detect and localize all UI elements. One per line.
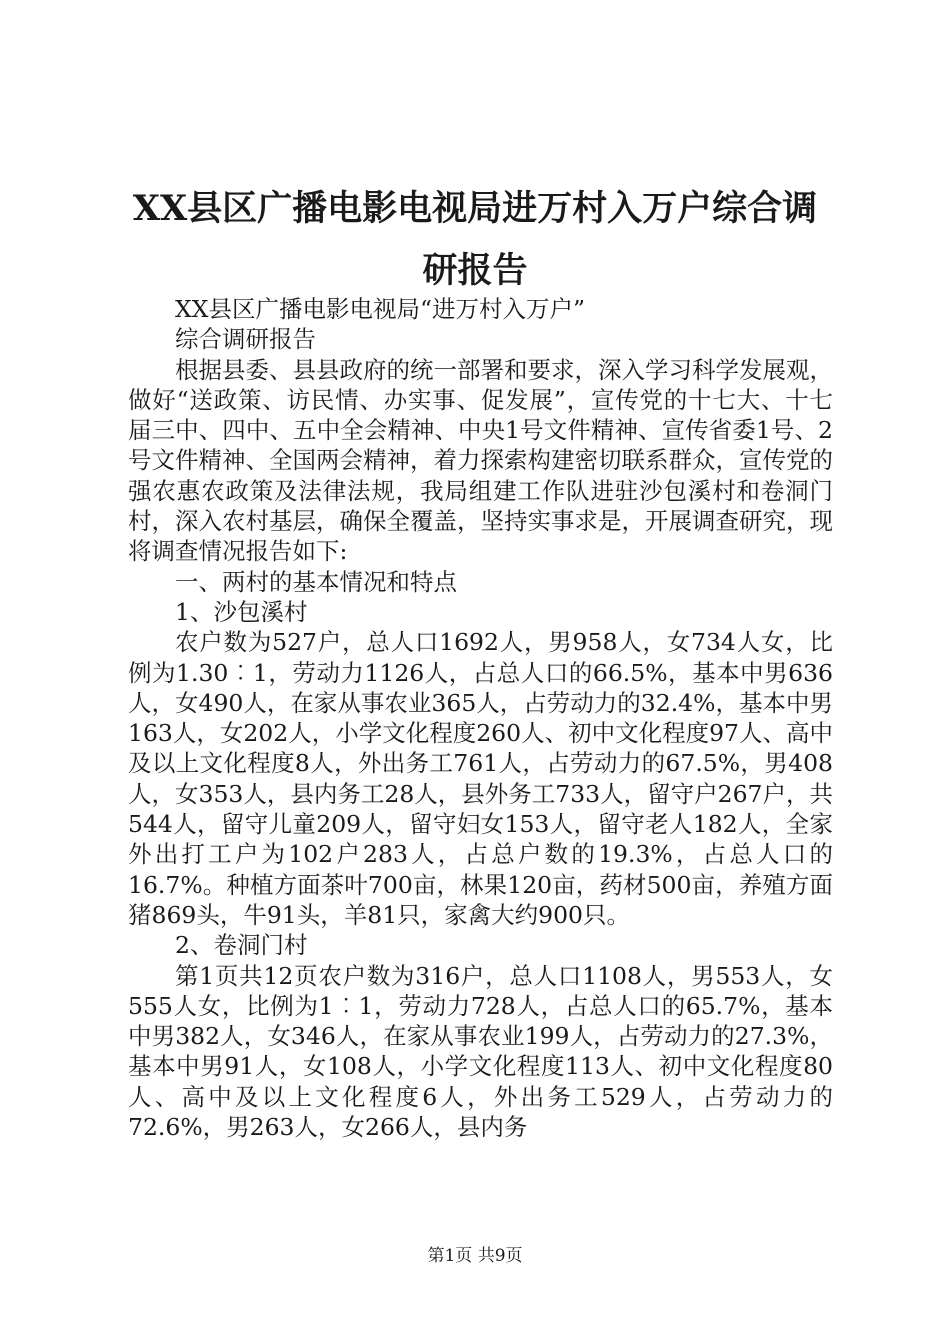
document-title-line-2: 研报告 <box>422 250 528 291</box>
subtitle-line-1: XX县区广播电影电视局“进万村入万户” <box>175 295 585 323</box>
intro-paragraph: 根据县委、县县政府的统一部署和要求，深入学习科学发展观，做好“送政策、访民情、办实事、促发展”，宣传党的十七大、十七届三中、四中、五中全会精神、中央1号文件精神、宣传省委1号、2号文件精神、全国两会精神，着力探索构建密切联系群众，宣传党的强农惠农政策及法律法规，我局组建工作队进驻沙包溪村和卷洞门村，深入农村基层，确保全覆盖，坚持实事求是，开展调查研究，现将调查情况报告如下: <box>128 355 833 566</box>
village-2-paragraph: 第1页共12页农户数为316户，总人口1108人，男553人，女555人女，比例为1︰1，劳动力728人，占总人口的65.7%，基本中男382人，女346人，在家从事农业199人，占劳动力的27.3%，基本中男91人，女108人，小学文化程度113人、初中文化程度80人、高中及以上文化程度6人，外出务工529人，占劳动力的72.6%，男263人，女266人，县内务 <box>128 961 833 1142</box>
section-heading: 一、两村的基本情况和特点 <box>175 567 457 596</box>
subsection-heading-2: 2、卷洞门村 <box>175 931 308 960</box>
subsection-heading-1: 1、沙包溪村 <box>175 597 308 626</box>
document-title-line-1: XX县区广播电影电视局进万村入万户综合调 <box>132 188 818 229</box>
village-1-paragraph: 农户数为527户，总人口1692人，男958人，女734人女，比例为1.30︰1，劳动力1126人，占总人口的66.5%，基本中男636人，女490人，在家从事农业365人，占劳动力的32.4%，基本中男163人，女202人，小学文化程度260人、初中文化程度97人、高中及以上文化程度8人，外出务工761人，占劳动力的67.5%，男408人，女353人，县内务工28人，县外务工733人，留守户267户，共544人，留守儿童209人，留守妇女153人，留守老人182人，全家外出打工户为102户283人，占总户数的19.3%，占总人口的16.7%。种植方面茶叶700亩，林果120亩，药材500亩，养殖方面猪869头，牛91头，羊81只，家禽大约900只。 <box>128 628 833 929</box>
subtitle-line-2: 综合调研报告 <box>175 325 316 354</box>
document-body <box>128 294 833 1142</box>
page-number-footer: 第1页 共9页 <box>427 1246 523 1266</box>
